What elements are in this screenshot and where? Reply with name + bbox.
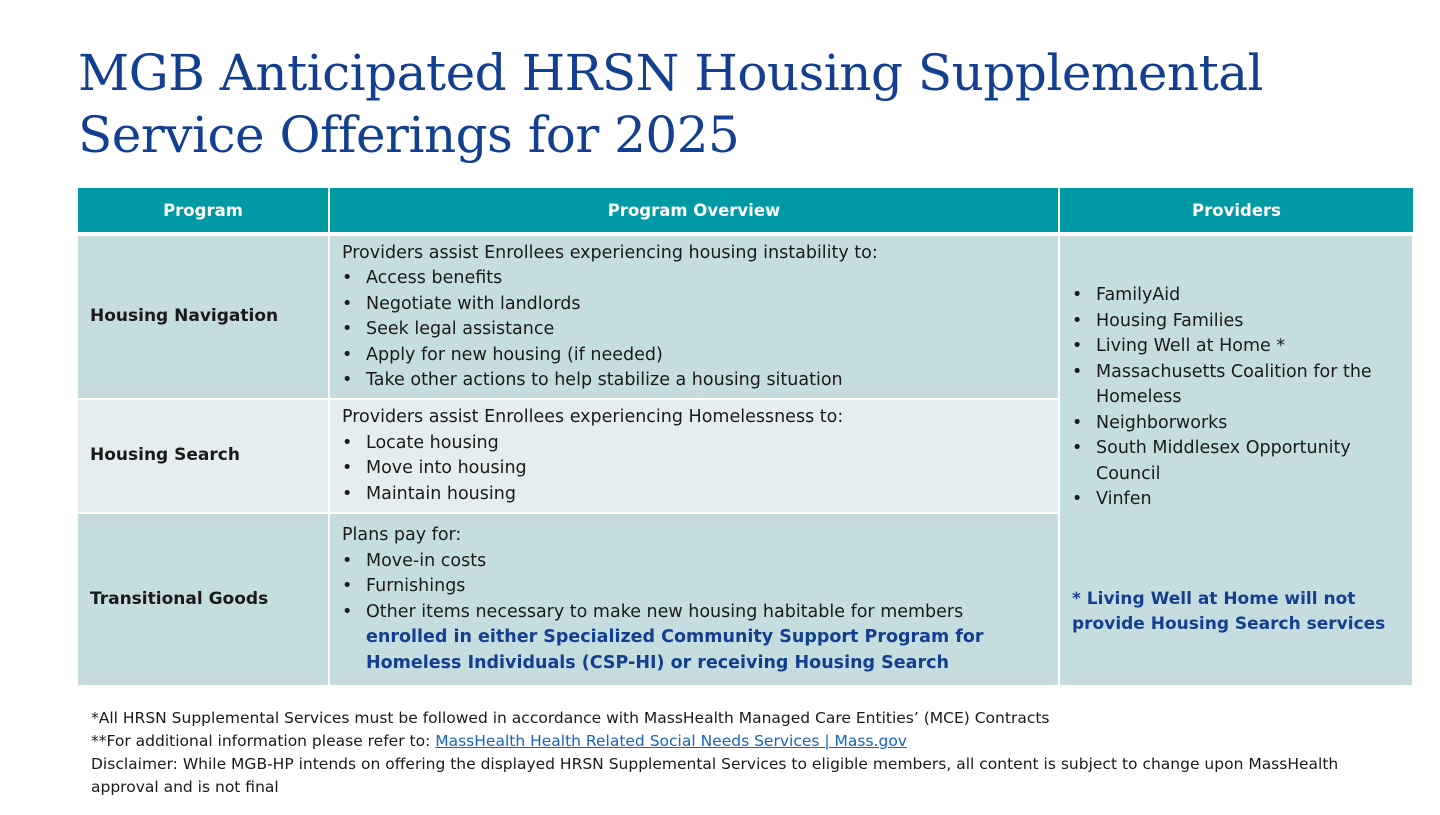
- table-row: [78, 234, 1413, 399]
- overview-list: [342, 266, 1046, 394]
- footnote-disclaimer: Disclaimer: While MGB-HP intends on offering the displayed HRSN Supplemental Services to eligible members, all content is subject to change upon MassHealth approval and is not final: [91, 755, 1339, 796]
- provider-item: • South Middlesex Opportunity Council: [1072, 436, 1400, 487]
- list-item: • Move into housing: [342, 456, 1046, 482]
- list-item: • Maintain housing: [342, 482, 1046, 508]
- provider-item: • Neighborworks: [1072, 411, 1400, 437]
- provider-item: • Massachusetts Coalition for the Homeless: [1072, 360, 1400, 411]
- header-program-overview: Program Overview: [329, 188, 1059, 234]
- providers-cell: [1059, 234, 1413, 686]
- list-item: • Locate housing: [342, 431, 1046, 457]
- page-title: [78, 42, 1378, 166]
- footnote-reference-text: **For additional information please refer to:: [91, 732, 436, 750]
- offerings-table: [78, 188, 1414, 687]
- program-name: Transitional Goods: [78, 513, 329, 686]
- footnote-contracts: *All HRSN Supplemental Services must be followed in accordance with MassHealth Managed Care Entities’ (MCE) Contracts: [91, 709, 1050, 727]
- masshealth-link[interactable]: MassHealth Health Related Social Needs Services | Mass.gov: [435, 732, 907, 750]
- overview-intro: Plans pay for:: [342, 525, 462, 545]
- list-item: • Furnishings: [342, 574, 1046, 600]
- program-overview: [329, 399, 1059, 513]
- overview-intro: Providers assist Enrollees experiencing housing instability to:: [342, 242, 878, 263]
- provider-item: • FamilyAid: [1072, 283, 1400, 309]
- providers-list: [1072, 283, 1400, 513]
- provider-item: • Housing Families: [1072, 309, 1400, 335]
- overview-list: [342, 431, 1046, 508]
- list-item: • Move-in costs: [342, 549, 1046, 575]
- list-item: [342, 600, 1046, 677]
- provider-item: • Vinfen: [1072, 487, 1400, 513]
- footnote-reference: [91, 730, 1391, 753]
- program-overview: [329, 513, 1059, 686]
- table-header-row: [78, 188, 1413, 234]
- page-title-line-2: Service Offerings for 2025: [78, 106, 740, 164]
- header-program: Program: [78, 188, 329, 234]
- list-item: • Apply for new housing (if needed): [342, 343, 1046, 369]
- header-providers: Providers: [1059, 188, 1413, 234]
- list-item: • Take other actions to help stabilize a housing situation: [342, 368, 1046, 394]
- program-overview: [329, 234, 1059, 399]
- page-title-line-1: MGB Anticipated HRSN Housing Supplemental: [78, 44, 1264, 102]
- list-item-highlight: enrolled in either Specialized Community Support Program for Homeless Individuals (CSP-HI) or receiving Housing Search: [366, 627, 984, 673]
- program-name: Housing Search: [78, 399, 329, 513]
- footnotes: [91, 707, 1391, 799]
- provider-item: • Living Well at Home *: [1072, 334, 1400, 360]
- list-item: • Seek legal assistance: [342, 317, 1046, 343]
- overview-list: [342, 549, 1046, 677]
- list-item: • Negotiate with landlords: [342, 292, 1046, 318]
- program-name: Housing Navigation: [78, 234, 329, 399]
- list-item-text: Other items necessary to make new housing habitable for members: [366, 601, 964, 622]
- list-item: • Access benefits: [342, 266, 1046, 292]
- providers-note: * Living Well at Home will not provide Housing Search services: [1072, 588, 1386, 635]
- overview-intro: Providers assist Enrollees experiencing Homelessness to:: [342, 407, 844, 427]
